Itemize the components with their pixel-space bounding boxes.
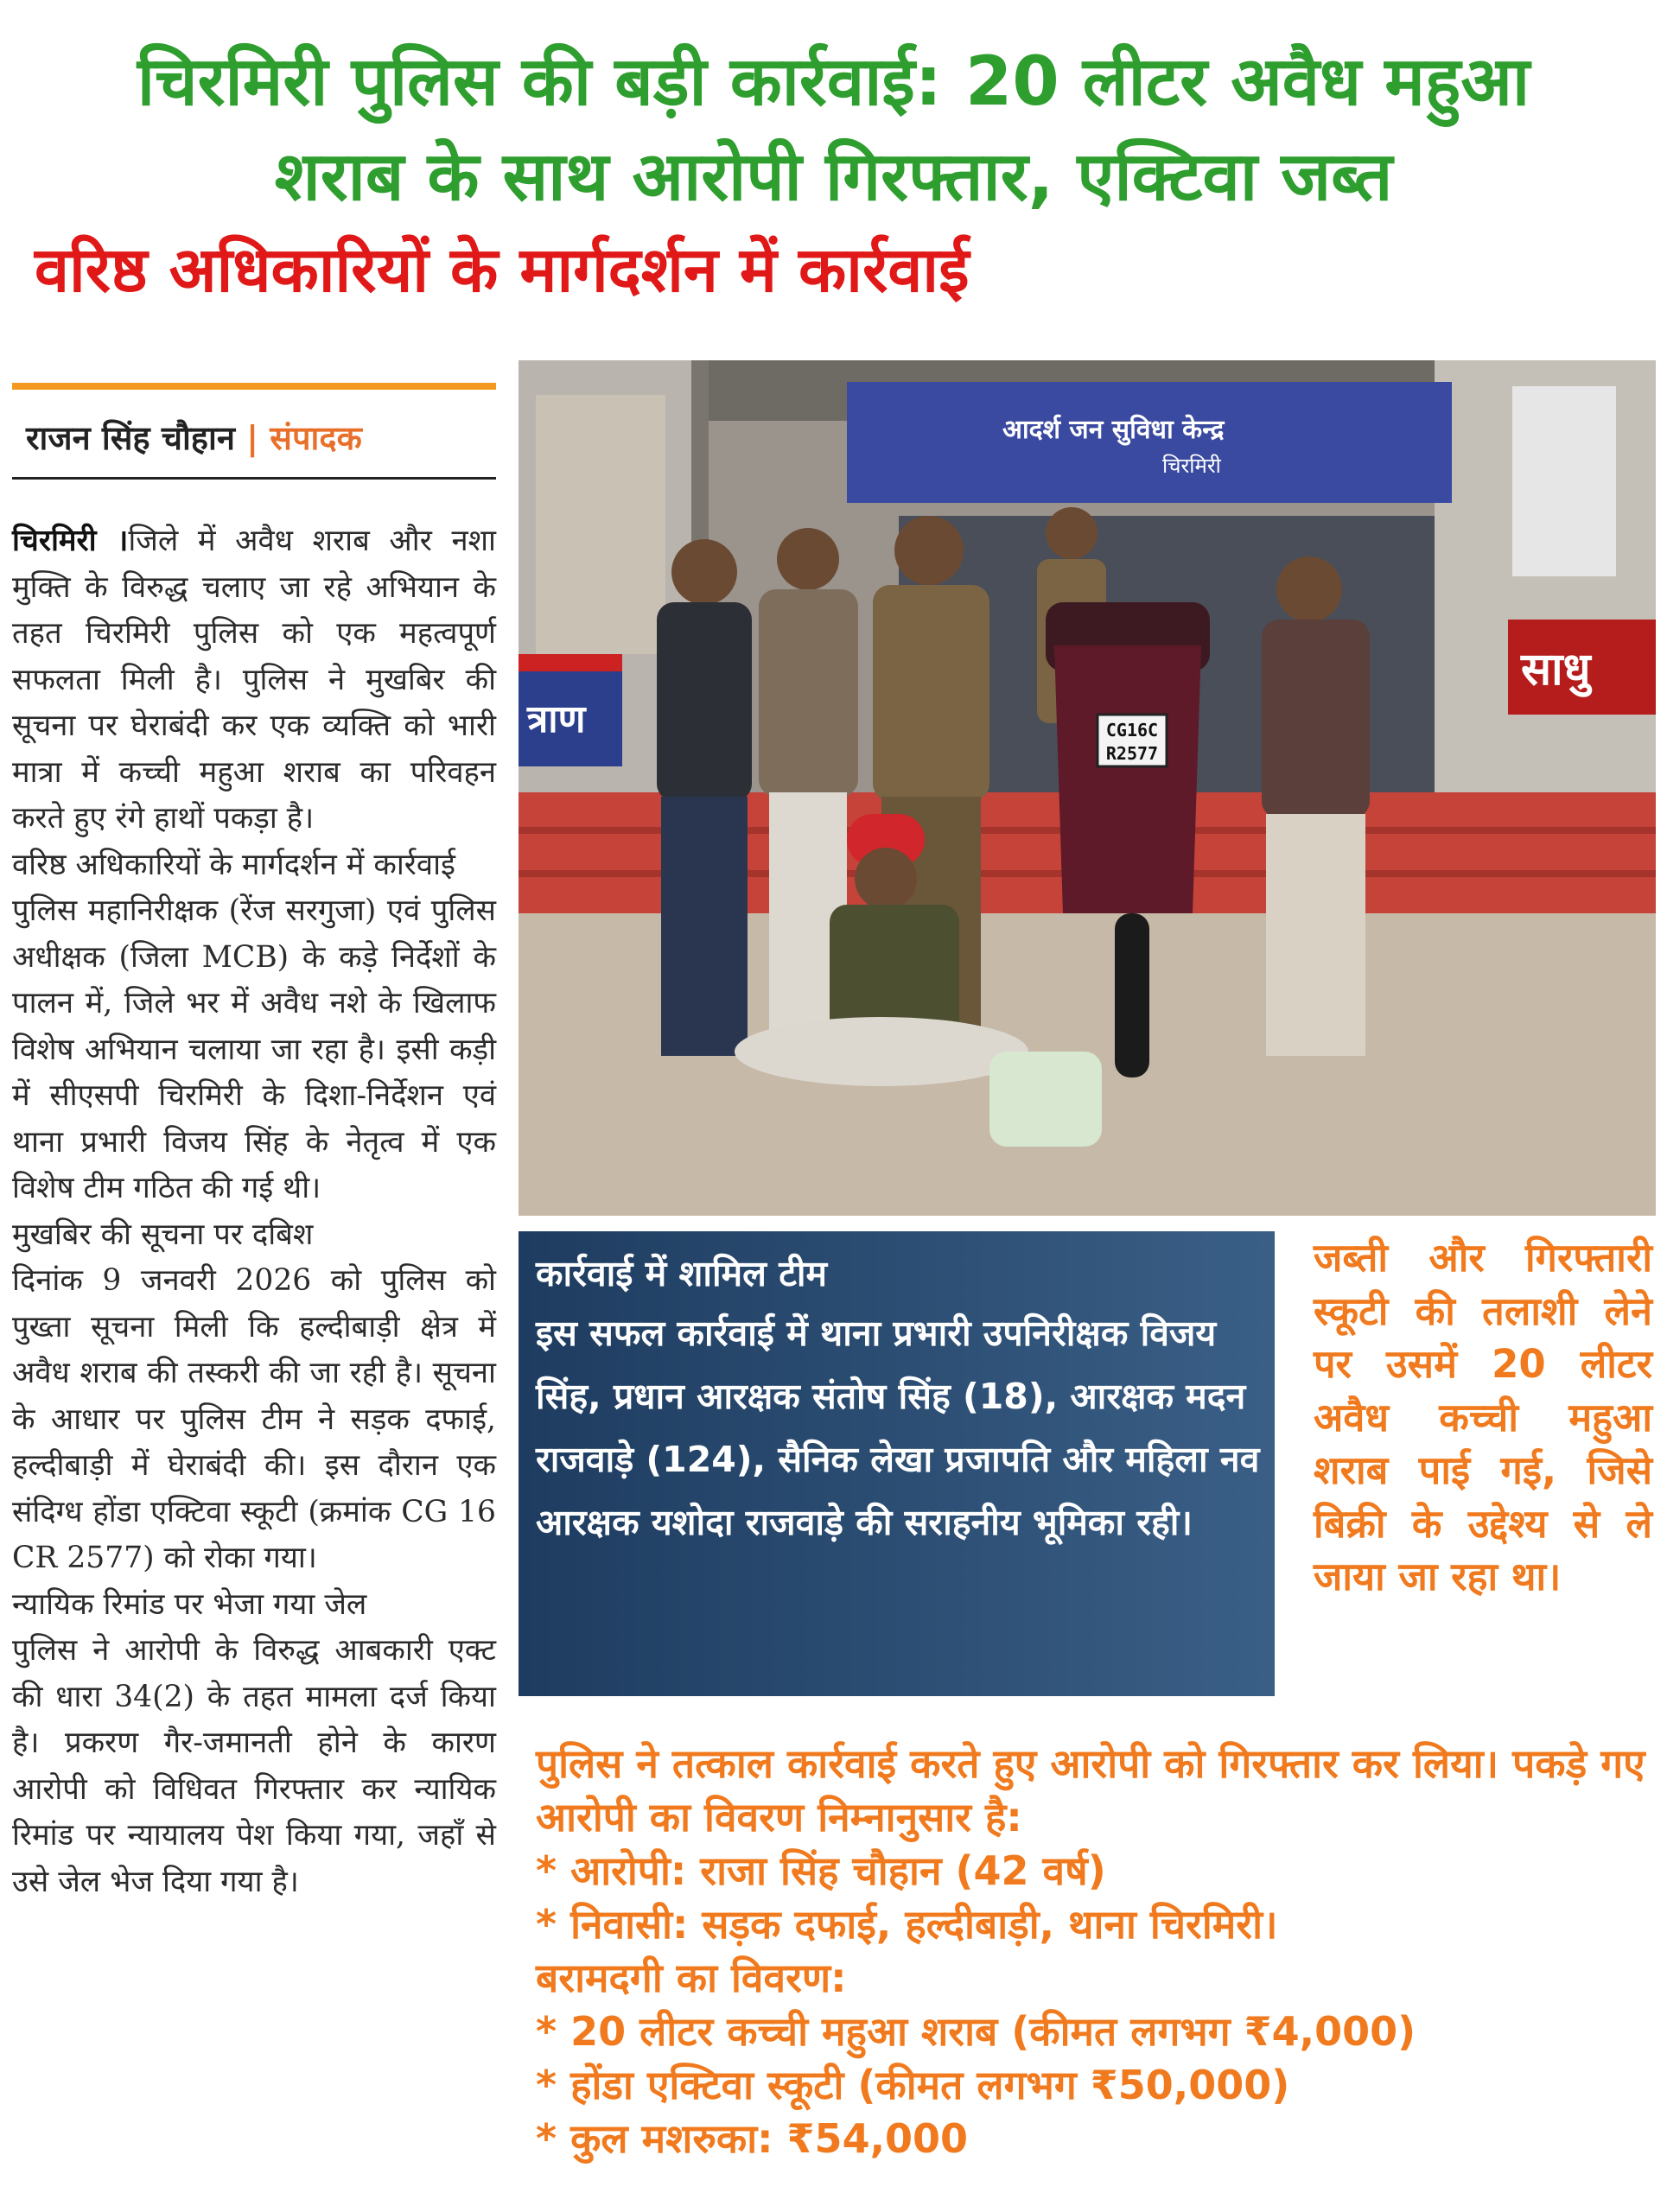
plate-line-1: CG16C	[1105, 720, 1159, 741]
seizure-box	[1314, 1231, 1652, 1604]
photo-right-sign: साधु	[1521, 644, 1591, 696]
recovery-item-1: * 20 लीटर कच्ची महुआ शराब (कीमत लगभग ₹4,000)	[536, 2008, 1416, 2055]
article-paragraph-3: दिनांक 9 जनवरी 2026 को पुलिस को पुख्ता सूचना मिली कि हल्दीबाड़ी क्षेत्र में अवैध शराब की तस्करी की जा रही है। सूचना के आधार पर पुलिस टीम ने सड़क दफाई, हल्दीबाड़ी में घेराबंदी की। इस दौरान एक संदिग्ध होंडा एक्टिवा स्कूटी (क्रमांक CG 16 CR 2577) को रोका गया।	[12, 1263, 496, 1575]
paragraph-1-text: जिले में अवैध शराब और नशा मुक्ति के विरुद्ध चलाए जा रहे अभियान के तहत चिरमिरी पुलिस को एक महत्वपूर्ण सफलता मिली है। पुलिस ने मुखबिर की सूचना पर घेराबंदी कर एक व्यक्ति को भारी मात्रा में कच्ची महुआ शराब का परिवहन करते हुए रंगे हाथों पकड़ा है।	[12, 524, 496, 836]
team-box	[519, 1231, 1275, 1696]
author-name: राजन सिंह चौहान	[26, 419, 235, 457]
recovery-item-2: * होंडा एक्टिवा स्कूटी (कीमत लगभग ₹50,000)	[536, 2062, 1290, 2108]
news-photo	[519, 360, 1656, 1216]
recovery-total: * कुल मशरुका: ₹54,000	[536, 2115, 969, 2162]
headline-line-2: शराब के साथ आरोपी गिरफ्तार, एक्टिवा जब्त	[274, 138, 1393, 216]
article-paragraph	[12, 518, 496, 842]
article-body	[12, 518, 496, 1905]
author-role: संपादक	[270, 419, 362, 457]
photo-illustration	[519, 360, 1656, 1216]
byline-rule	[12, 383, 496, 390]
photo-banner-subtext: चिरमिरी	[1162, 454, 1221, 478]
byline-divider	[12, 477, 496, 480]
subheadline: वरिष्ठ अधिकारियों के मार्गदर्शन में कार्रवाई	[35, 233, 970, 306]
byline	[26, 415, 362, 460]
person-5	[1262, 556, 1370, 1056]
details-intro: पुलिस ने तत्काल कार्रवाई करते हुए आरोपी को गिरफ्तार कर लिया। पकड़े गए आरोपी का विवरण निम्नानुसार है:	[536, 1740, 1645, 1840]
byline-separator: |	[246, 419, 259, 457]
article-paragraph-2: पुलिस महानिरीक्षक (रेंज सरगुजा) एवं पुलिस अधीक्षक (जिला MCB) के कड़े निर्देशों के पालन में, जिले भर में अवैध नशे के खिलाफ विशेष अभियान चलाया जा रहा है। इसी कड़ी में सीएसपी चिरमिरी के दिशा-निर्देशन एवं थाना प्रभारी विजय सिंह के नेतृत्व में एक विशेष टीम गठित की गई थी।	[12, 893, 496, 1205]
dateline: चिरमिरी ।	[12, 524, 129, 558]
article-subheading-1: वरिष्ठ अधिकारियों के मार्गदर्शन में कार्रवाई	[12, 847, 455, 882]
headline	[0, 35, 1667, 225]
photo-banner-text: आदर्श जन सुविधा केन्द्र	[1002, 415, 1225, 445]
article-subheading-2: मुखबिर की सूचना पर दबिश	[12, 1217, 314, 1252]
recovery-title: बरामदगी का विवरण:	[536, 1955, 847, 2001]
article-paragraph-4: पुलिस ने आरोपी के विरुद्ध आबकारी एक्ट की धारा 34(2) के तहत मामला दर्ज किया है। प्रकरण गैर-जमानती होने के कारण आरोपी को विधिवत गिरफ्तार कर न्यायिक रिमांड पर न्यायालय पेश किया गया, जहाँ से उसे जेल भेज दिया गया है।	[12, 1633, 496, 1899]
photo-left-sign: त्राण	[527, 697, 586, 741]
seizure-text: स्कूटी की तलाशी लेने पर उसमें 20 लीटर अवैध कच्ची महुआ शराब पाई गई, जिसे बिक्री के उद्देश्य से ले जाया जा रहा था।	[1314, 1287, 1652, 1599]
seizure-title: जब्ती और गिरफ्तारी	[1314, 1235, 1652, 1281]
accused-details	[536, 1737, 1659, 2165]
plate-line-2: R2577	[1105, 743, 1159, 764]
team-text: इस सफल कार्रवाई में थाना प्रभारी उपनिरीक्षक विजय सिंह, प्रधान आरक्षक संतोष सिंह (18), आरक्षक मदन राजवाड़े (124), सैनिक लेखा प्रजापति और महिला नव आरक्षक यशोदा राजवाड़े की सराहनीय भूमिका रही।	[536, 1313, 1260, 1543]
team-title: कार्रवाई में शामिल टीम	[536, 1253, 827, 1294]
article-subheading-3: न्यायिक रिमांड पर भेजा गया जेल	[12, 1586, 367, 1622]
headline-line-1: चिरमिरी पुलिस की बड़ी कार्रवाई: 20 लीटर अवैध महुआ	[137, 43, 1530, 121]
person-1	[657, 539, 752, 1056]
accused-name: * आरोपी: राजा सिंह चौहान (42 वर्ष)	[536, 1847, 1106, 1894]
accused-residence: * निवासी: सड़क दफाई, हल्दीबाड़ी, थाना चिरमिरी।	[536, 1901, 1278, 1948]
liquor-bag	[989, 1052, 1102, 1147]
